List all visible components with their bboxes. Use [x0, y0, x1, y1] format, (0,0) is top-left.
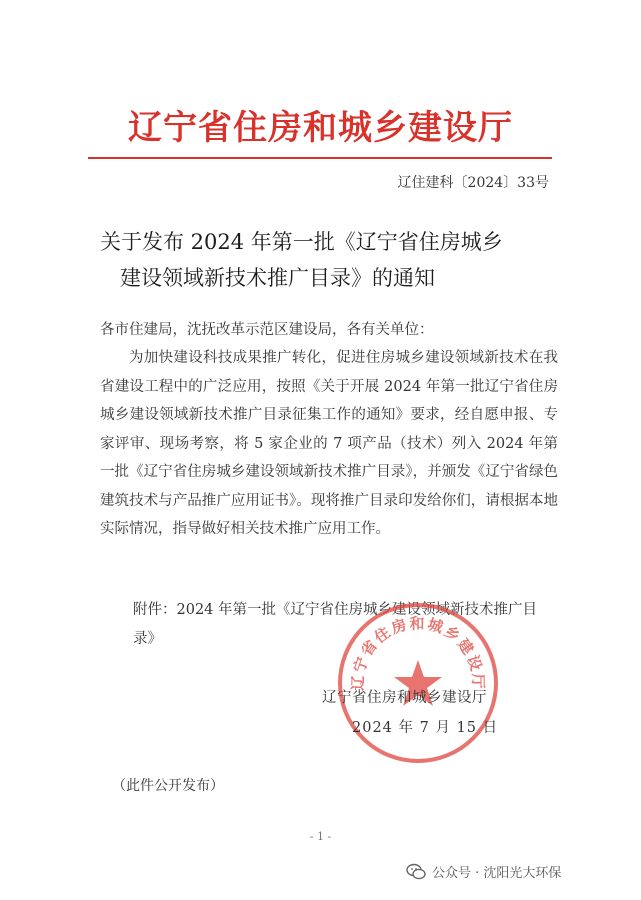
wechat-icon — [406, 863, 426, 881]
wechat-watermark — [406, 862, 561, 881]
red-divider-line — [88, 157, 552, 159]
page-number: - 1 - — [309, 830, 332, 843]
addressee: 各市住建局，沈抚改革示范区建设局，各有关单位： — [100, 322, 434, 338]
official-seal-icon — [335, 600, 501, 766]
publish-note: （此件公开发布） — [112, 778, 224, 794]
signature-organization: 辽宁省住房和城乡建设厅 — [322, 690, 487, 706]
body-paragraph: 为加快建设科技成果推广转化，促进住房城乡建设领域新技术在我省建设工程中的广泛应用，按照《关于开展 2024 年第一批辽宁省住房城乡建设领域新技术推广目录征集工作的通知》要求，经自愿申报、专家评审、现场考察，将 5 家企业的 7 项产品（技术）列入 2024 年第一批《辽宁省住房城乡建设领域新技术推广目录》，并颁发《辽宁省绿色建筑技术与产品推广应用证书》。现将推广目录印发给你们，请根据本地实际情况，指导做好相关技术推广应用工作。 — [100, 350, 558, 537]
masthead-title: 辽宁省住房和城乡建设厅 — [128, 108, 513, 148]
signature-date: 2024 年 7 月 15 日 — [352, 720, 499, 736]
notice-title-line1: 关于发布 2024 年第一批《辽宁省住房城乡 — [100, 230, 503, 254]
notice-title — [100, 224, 540, 296]
notice-title-line2: 建设领域新技术推广目录》的通知 — [120, 266, 435, 290]
seal-text: 辽宁省住房和城乡建设厅 — [348, 614, 488, 691]
watermark-text: 公众号 · 沈阳光大环保 — [432, 866, 562, 881]
document-number: 辽住建科〔2024〕33号 — [397, 175, 549, 191]
attachment-note: 附件：2024 年第一批《辽宁省住房城乡建设领域新技术推广目录》 — [133, 602, 538, 647]
